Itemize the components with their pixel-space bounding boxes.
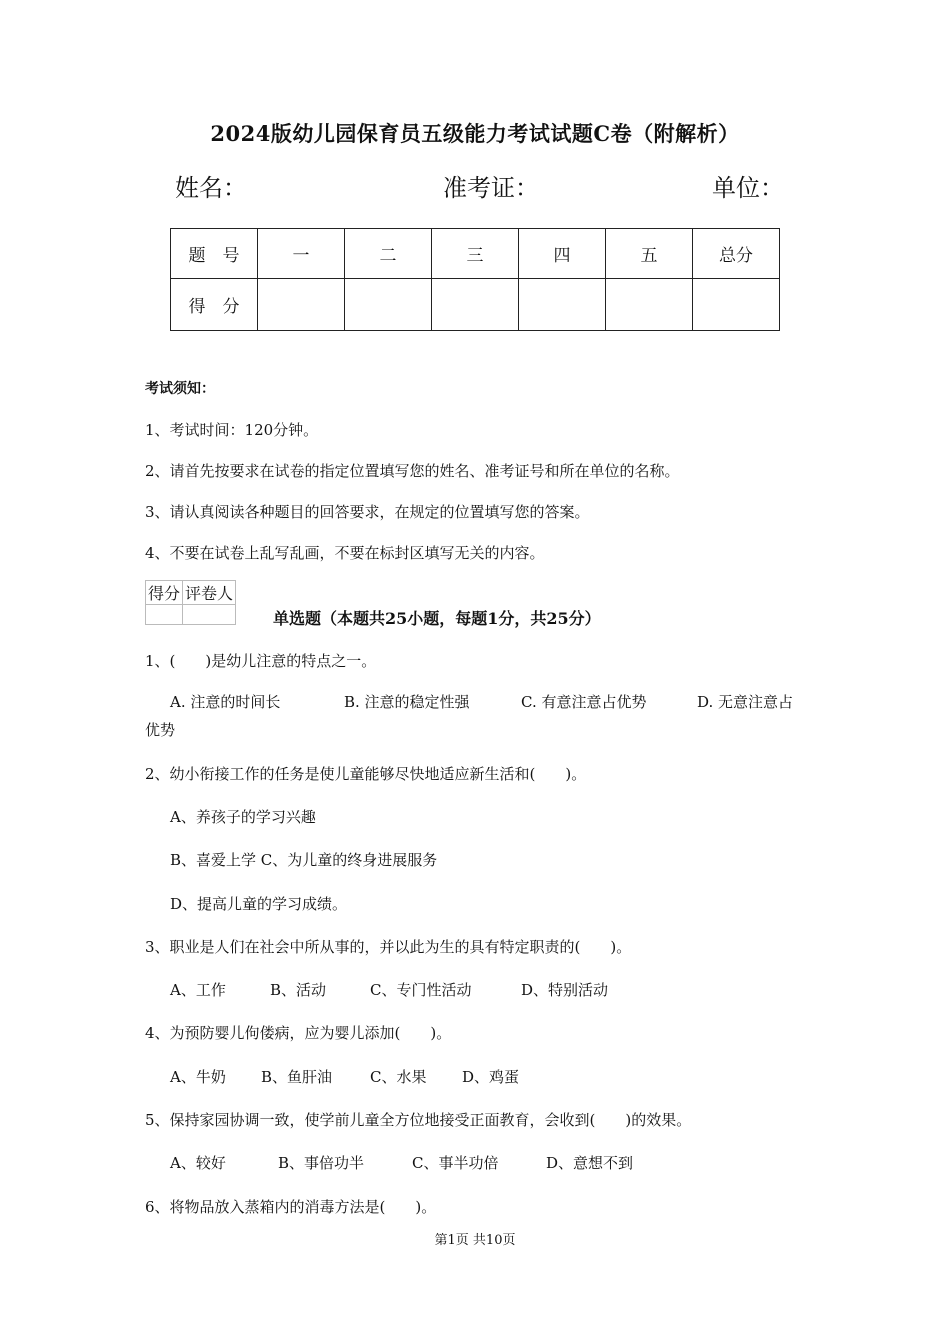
note-item: 3、请认真阅读各种题目的回答要求，在规定的位置填写您的答案。 xyxy=(145,503,590,521)
question-option: B、事倍功半 xyxy=(278,1154,365,1172)
page-title: 2024版幼儿园保育员五级能力考试试题C卷（附解析） xyxy=(210,121,740,146)
question-option: D. 无意注意占 xyxy=(697,693,794,711)
question-option-wrap: 优势 xyxy=(145,721,176,739)
question-option: B、喜爱上学 C、为儿童的终身进展服务 xyxy=(170,851,438,869)
question-option: D、鸡蛋 xyxy=(462,1068,520,1086)
question-option: A、养孩子的学习兴趣 xyxy=(170,808,316,826)
score-cell xyxy=(606,279,693,331)
question-option: C、事半功倍 xyxy=(412,1154,499,1172)
score-table-header-cell: 三 xyxy=(432,229,519,279)
score-table-header-cell: 五 xyxy=(606,229,693,279)
question-option: A. 注意的时间长 xyxy=(170,693,281,711)
note-item: 2、请首先按要求在试卷的指定位置填写您的姓名、准考证号和所在单位的名称。 xyxy=(145,462,680,480)
score-table-row-label: 得 分 xyxy=(171,279,258,331)
exam-number-field-label: 准考证： xyxy=(443,174,539,202)
grader-score-cell xyxy=(146,605,183,625)
score-table-score-row xyxy=(171,279,780,331)
score-table xyxy=(170,228,780,331)
question-option: D、特别活动 xyxy=(521,981,609,999)
question-option: B、活动 xyxy=(270,981,327,999)
score-cell xyxy=(345,279,432,331)
question-option: C、水果 xyxy=(370,1068,427,1086)
question-option: B. 注意的稳定性强 xyxy=(344,693,470,711)
score-cell xyxy=(432,279,519,331)
question-stem: 3、职业是人们在社会中所从事的，并以此为生的具有特定职责的( )。 xyxy=(145,938,632,956)
question-stem: 5、保持家园协调一致，使学前儿童全方位地接受正面教育，会收到( )的效果。 xyxy=(145,1111,692,1129)
question-option: B、鱼肝油 xyxy=(261,1068,333,1086)
score-cell xyxy=(693,279,780,331)
question-option: A、工作 xyxy=(170,981,226,999)
score-table-header-cell: 题 号 xyxy=(171,229,258,279)
question-stem: 1、( )是幼儿注意的特点之一。 xyxy=(145,652,377,670)
unit-field-label: 单位： xyxy=(712,174,784,202)
grader-reviewer-cell xyxy=(183,605,236,625)
question-option: D、意想不到 xyxy=(546,1154,634,1172)
question-stem: 4、为预防婴儿佝偻病，应为婴儿添加( )。 xyxy=(145,1024,452,1042)
question-option: A、较好 xyxy=(170,1154,226,1172)
grader-reviewer-label: 评卷人 xyxy=(183,581,236,605)
question-stem: 6、将物品放入蒸箱内的消毒方法是( )。 xyxy=(145,1198,437,1216)
score-table-header-cell: 二 xyxy=(345,229,432,279)
grader-box xyxy=(145,580,236,625)
question-option: D、提高儿童的学习成绩。 xyxy=(170,895,348,913)
score-cell xyxy=(258,279,345,331)
question-option: C. 有意注意占优势 xyxy=(521,693,647,711)
section-title: 单选题（本题共25小题，每题1分，共25分） xyxy=(273,609,601,628)
page-footer: 第1页 共10页 xyxy=(434,1233,516,1248)
score-cell xyxy=(519,279,606,331)
note-item: 4、不要在试卷上乱写乱画，不要在标封区填写无关的内容。 xyxy=(145,544,545,562)
score-table-header-cell: 总分 xyxy=(693,229,780,279)
note-item: 1、考试时间：120分钟。 xyxy=(145,421,319,439)
name-field-label: 姓名： xyxy=(175,174,247,202)
question-option: C、专门性活动 xyxy=(370,981,472,999)
score-table-header-row xyxy=(171,229,780,279)
notes-heading: 考试须知： xyxy=(145,381,215,397)
score-table-header-cell: 一 xyxy=(258,229,345,279)
question-stem: 2、幼小衔接工作的任务是使儿童能够尽快地适应新生活和( )。 xyxy=(145,765,587,783)
question-option: A、牛奶 xyxy=(170,1068,226,1086)
grader-score-label: 得分 xyxy=(146,581,183,605)
score-table-header-cell: 四 xyxy=(519,229,606,279)
